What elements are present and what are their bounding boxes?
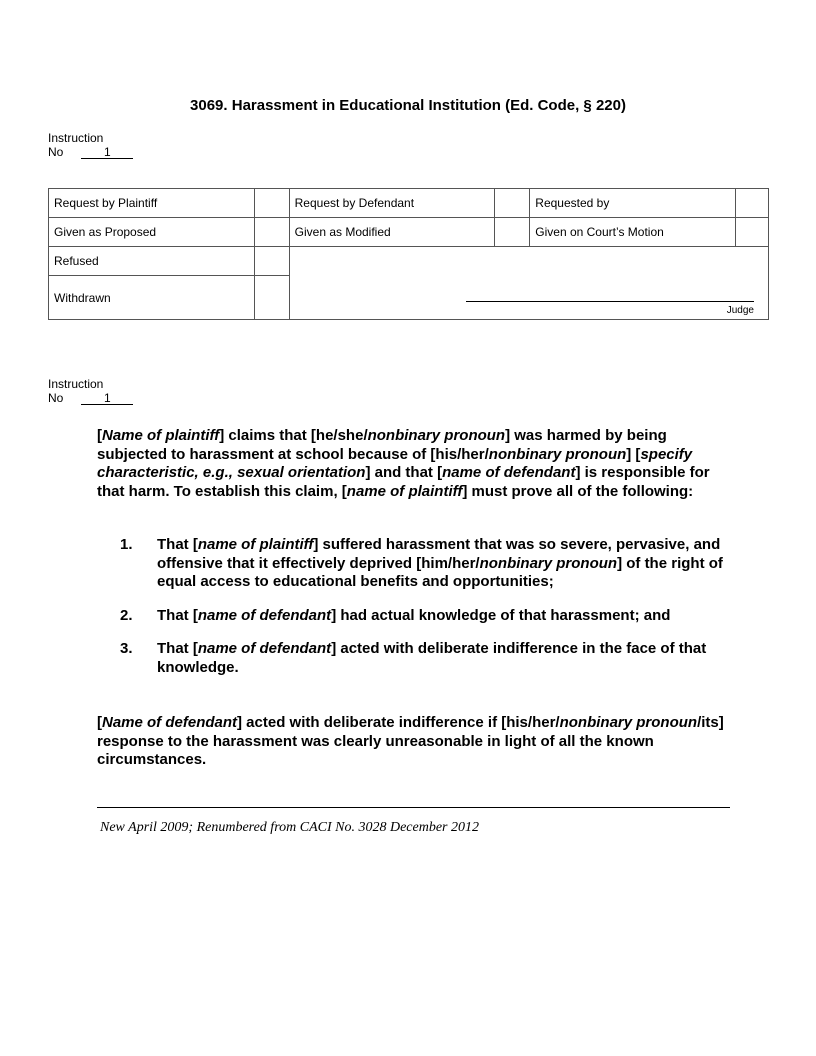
given-on-courts-motion-label: Given on Court’s Motion xyxy=(530,218,736,247)
intro-text: ] [ xyxy=(626,445,641,463)
placeholder-name-of-plaintiff: name of plaintiff xyxy=(346,482,463,500)
list-item-number: 3. xyxy=(120,640,133,657)
judge-signature-area xyxy=(289,247,768,320)
intro-text: ] must prove all of the following: xyxy=(462,482,694,500)
placeholder-nonbinary-pronoun: nonbinary pronoun xyxy=(367,427,506,444)
list-item-text: That [ xyxy=(157,640,198,657)
instruction-number-block xyxy=(48,377,133,405)
judge-signature-line[interactable] xyxy=(466,301,754,302)
placeholder-name-of-plaintiff: Name of plaintiff xyxy=(102,427,220,444)
withdrawn-label: Withdrawn xyxy=(49,276,255,320)
refused-label: Refused xyxy=(49,247,255,276)
placeholder-nonbinary-pronoun: nonbinary pronoun xyxy=(479,554,618,572)
placeholder-name-of-plaintiff: name of plaintiff xyxy=(197,536,314,553)
withdrawn-checkbox[interactable] xyxy=(254,276,289,320)
instruction-number[interactable]: 1 xyxy=(81,392,133,405)
list-item-text: ] had actual knowledge of that harassment; and xyxy=(331,606,671,624)
instruction-label: Instruction xyxy=(48,377,104,391)
requested-by-label: Requested by xyxy=(530,189,736,218)
given-as-proposed-label: Given as Proposed xyxy=(49,218,255,247)
list-item-number: 1. xyxy=(120,536,133,553)
list-item-text: ] of the right of equal access to educational benefits and opportunities; xyxy=(157,554,723,590)
closing-text: ] acted with deliberate indifference if [his/her/ xyxy=(237,714,560,731)
closing-text: /its] response to the harassment was clearly unreasonable in light of all the known circumstances. xyxy=(97,714,724,768)
list-item xyxy=(97,640,737,677)
list-item-text: That [ xyxy=(157,536,198,553)
given-on-courts-motion-checkbox[interactable] xyxy=(736,218,769,247)
placeholder-nonbinary-pronoun: nonbinary pronoun xyxy=(488,445,627,463)
request-table xyxy=(48,188,769,320)
refused-checkbox[interactable] xyxy=(254,247,289,276)
page-title: 3069. Harassment in Educational Institution (Ed. Code, § 220) xyxy=(190,97,626,114)
placeholder-name-of-defendant: name of defendant xyxy=(197,606,332,624)
list-item xyxy=(97,536,737,592)
intro-paragraph: [Name of plaintiff] claims that [he/she/nonbinary pronoun] was harmed by being subjected to harassment at school because of [his/her/nonbinary pronoun] [specify characteristic, e.g., sexual orientation] and that [name of defendant] is responsible for that harm. To establish this claim, [name of plaintiff] must prove all of the following: xyxy=(97,427,710,500)
closing-paragraph: [Name of defendant] acted with deliberate indifference if [his/her/nonbinary pronoun/its] response to the harassment was clearly unreasonable in light of all the known circumstances. xyxy=(97,714,724,768)
list-item-text: ] suffered harassment that was so severe, pervasive, and offensive that it effectively deprived [him/her/ xyxy=(157,536,721,572)
request-by-defendant-checkbox[interactable] xyxy=(495,189,530,218)
judge-label: Judge xyxy=(726,305,754,316)
history-note: New April 2009; Renumbered from CACI No. 3028 December 2012 xyxy=(100,820,479,835)
list-item xyxy=(97,607,737,626)
list-item-text: ] acted with deliberate indifference in the face of that knowledge. xyxy=(157,640,707,676)
list-item-number: 2. xyxy=(120,606,133,624)
given-as-proposed-checkbox[interactable] xyxy=(254,218,289,247)
placeholder-nonbinary-pronoun: nonbinary pronoun xyxy=(559,714,698,731)
requested-by-checkbox[interactable] xyxy=(736,189,769,218)
given-as-modified-label: Given as Modified xyxy=(289,218,495,247)
placeholder-name-of-defendant: Name of defendant xyxy=(102,714,238,731)
request-by-defendant-label: Request by Defendant xyxy=(289,189,495,218)
instruction-number[interactable]: 1 xyxy=(81,146,133,159)
given-as-modified-checkbox[interactable] xyxy=(495,218,530,247)
elements-list xyxy=(97,536,737,692)
request-by-plaintiff-label: Request by Plaintiff xyxy=(49,189,255,218)
footer-divider xyxy=(97,807,730,808)
list-item-text: That [ xyxy=(157,606,198,624)
intro-text: ] claims that [he/she/ xyxy=(219,427,368,444)
placeholder-name-of-defendant: name of defendant xyxy=(197,640,332,657)
no-label: No xyxy=(48,145,64,159)
placeholder-characteristic: specify characteristic, e.g., sexual orientation xyxy=(97,445,693,481)
placeholder-name-of-defendant: name of defendant xyxy=(442,464,576,481)
request-by-plaintiff-checkbox[interactable] xyxy=(254,189,289,218)
no-label: No xyxy=(48,391,64,405)
intro-text: ] was harmed by being subjected to harassment at school because of [his/her/ xyxy=(97,427,667,463)
instruction-number-block-top xyxy=(48,131,133,159)
intro-text: ] is responsible for that harm. To establish this claim, [ xyxy=(97,464,710,500)
intro-text: ] and that [ xyxy=(365,464,443,481)
instruction-label: Instruction xyxy=(48,131,104,145)
